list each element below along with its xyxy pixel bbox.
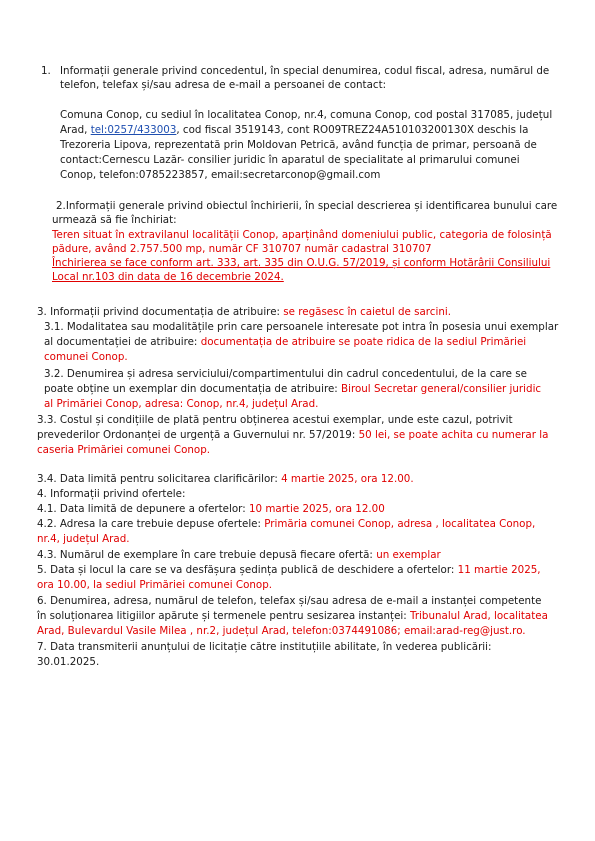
- section1-number: 1.: [41, 65, 51, 77]
- text: 5. Data și locul la care se va desfășura ședința publică de deschidere a ofertelor:: [37, 564, 455, 576]
- section5-line1: [37, 563, 541, 577]
- contact-paragraph-line3: Trezoreria Lipova, reprezentată prin Moldovan Petrică, având funcția de primar, persoană de: [60, 139, 537, 151]
- text: poate obține un exemplar din documentația de atribuire:: [44, 383, 338, 395]
- section3-3-line2: [37, 428, 548, 442]
- section3-2-line3: al Primăriei Conop, adresa: Conop, nr.4, județul Arad.: [44, 398, 319, 410]
- text: 4 martie 2025, ora 12.00.: [281, 473, 414, 485]
- section6-line2: [37, 609, 548, 623]
- section3-1-line1: 3.1. Modalitatea sau modalitățile prin care persoanele interesate pot intra în posesia unui exemplar: [44, 321, 559, 333]
- section3-heading: [37, 305, 451, 319]
- section7-line2: 30.01.2025.: [37, 656, 100, 668]
- section7-line1: 7. Data transmiterii anunțului de licitație către instituțiile abilitate, în vederea publicării:: [37, 641, 492, 653]
- section4-1: [37, 502, 385, 516]
- section2-object-line2: pădure, având 2.757.500 mp, număr CF 310707 număr cadastral 310707: [52, 243, 432, 255]
- section5-line2: ora 10.00, la sediul Primăriei comunei Conop.: [37, 579, 273, 591]
- text: 3. Informații privind documentația de atribuire:: [37, 306, 280, 318]
- text: se regăsesc în caietul de sarcini.: [283, 306, 451, 318]
- section3-4: [37, 472, 414, 486]
- section6-line1: 6. Denumirea, adresa, numărul de telefon, telefax și/sau adresa de e-mail a instanței competente: [37, 595, 542, 607]
- text: 4.1. Data limită de depunere a ofertelor:: [37, 503, 246, 515]
- section2-object-line1: Teren situat în extravilanul localității Conop, aparținând domeniului public, categoria de folosință: [52, 229, 552, 241]
- text: 4.2. Adresa la care trebuie depuse ofertele:: [37, 518, 261, 530]
- text: în soluționarea litigiilor apărute și termenele pentru sesizarea instanței:: [37, 610, 407, 622]
- section3-2-line1: 3.2. Denumirea și adresa serviciului/compartimentului din cadrul concedentului, de la care se: [44, 368, 527, 380]
- section4-3: [37, 548, 441, 562]
- section2-heading-line1: 2.Informații generale privind obiectul închirierii, în special descrierea și identificarea bunului care: [56, 200, 558, 212]
- text: , cod fiscal 3519143, cont RO09TREZ24A510103200130X deschis la: [176, 124, 529, 136]
- text: 3.4. Data limită pentru solicitarea clarificărilor:: [37, 473, 278, 485]
- phone-link[interactable]: tel:0257/433003: [90, 124, 177, 136]
- section4-heading: 4. Informații privind ofertele:: [37, 488, 186, 500]
- contact-paragraph-line1: Comuna Conop, cu sediul în localitatea Conop, nr.4, comuna Conop, cod postal 317085, județul: [60, 109, 553, 121]
- section3-3-line1: 3.3. Costul și condițiile de plată pentru obținerea acestui exemplar, unde este cazul, potrivit: [37, 414, 513, 426]
- section4-2-line2: nr.4, județul Arad.: [37, 533, 130, 545]
- section1-heading-line1: Informații generale privind concedentul, în special denumirea, codul fiscal, adresa, numărul de: [60, 65, 550, 77]
- text: 50 lei, se poate achita cu numerar la: [358, 429, 549, 441]
- text: 11 martie 2025,: [457, 564, 541, 576]
- section2-legal-basis-line2: Local nr.103 din data de 16 decembrie 2024.: [52, 271, 284, 283]
- section3-1-line2: [44, 335, 526, 349]
- text: 4.3. Numărul de exemplare în care trebuie depusă fiecare ofertă:: [37, 549, 373, 561]
- section6-line3: Arad, Bulevardul Vasile Milea , nr.2, județul Arad, telefon:0374491086; email:arad-reg@just.ro.: [37, 625, 526, 637]
- text: Biroul Secretar general/consilier juridic: [341, 383, 542, 395]
- section3-1-line3: comunei Conop.: [44, 351, 128, 363]
- text: un exemplar: [376, 549, 441, 561]
- text: al documentației de atribuire:: [44, 336, 198, 348]
- text: prevederilor Ordonanței de urgență a Guvernului nr. 57/2019:: [37, 429, 356, 441]
- section1-heading-line2: telefon, telefax și/sau adresa de e-mail a persoanei de contact:: [60, 79, 387, 91]
- text: Primăria comunei Conop, adresa , localitatea Conop,: [264, 518, 536, 530]
- section4-2-line1: [37, 517, 535, 531]
- text: Tribunalul Arad, localitatea: [410, 610, 548, 622]
- contact-paragraph-line4: contact:Cernescu Lazăr- consilier juridic în aparatul de specialitate al primarului comunei: [60, 154, 520, 166]
- text: documentația de atribuire se poate ridica de la sediul Primăriei: [200, 336, 527, 348]
- section3-3-line3: caseria Primăriei comunei Conop.: [37, 444, 211, 456]
- text: Arad,: [60, 124, 88, 136]
- contact-paragraph-line5: Conop, telefon:0785223857, email:secretarconop@gmail.com: [60, 169, 381, 181]
- section2-heading-line2: urmează să fie închiriat:: [52, 214, 177, 226]
- section2-legal-basis-line1: Închirierea se face conform art. 333, art. 335 din O.U.G. 57/2019, și conform Hotărârii Consiliului: [52, 257, 551, 269]
- text: 10 martie 2025, ora 12.00: [248, 503, 385, 515]
- section3-2-line2: [44, 382, 541, 396]
- contact-paragraph-line2: [60, 123, 528, 137]
